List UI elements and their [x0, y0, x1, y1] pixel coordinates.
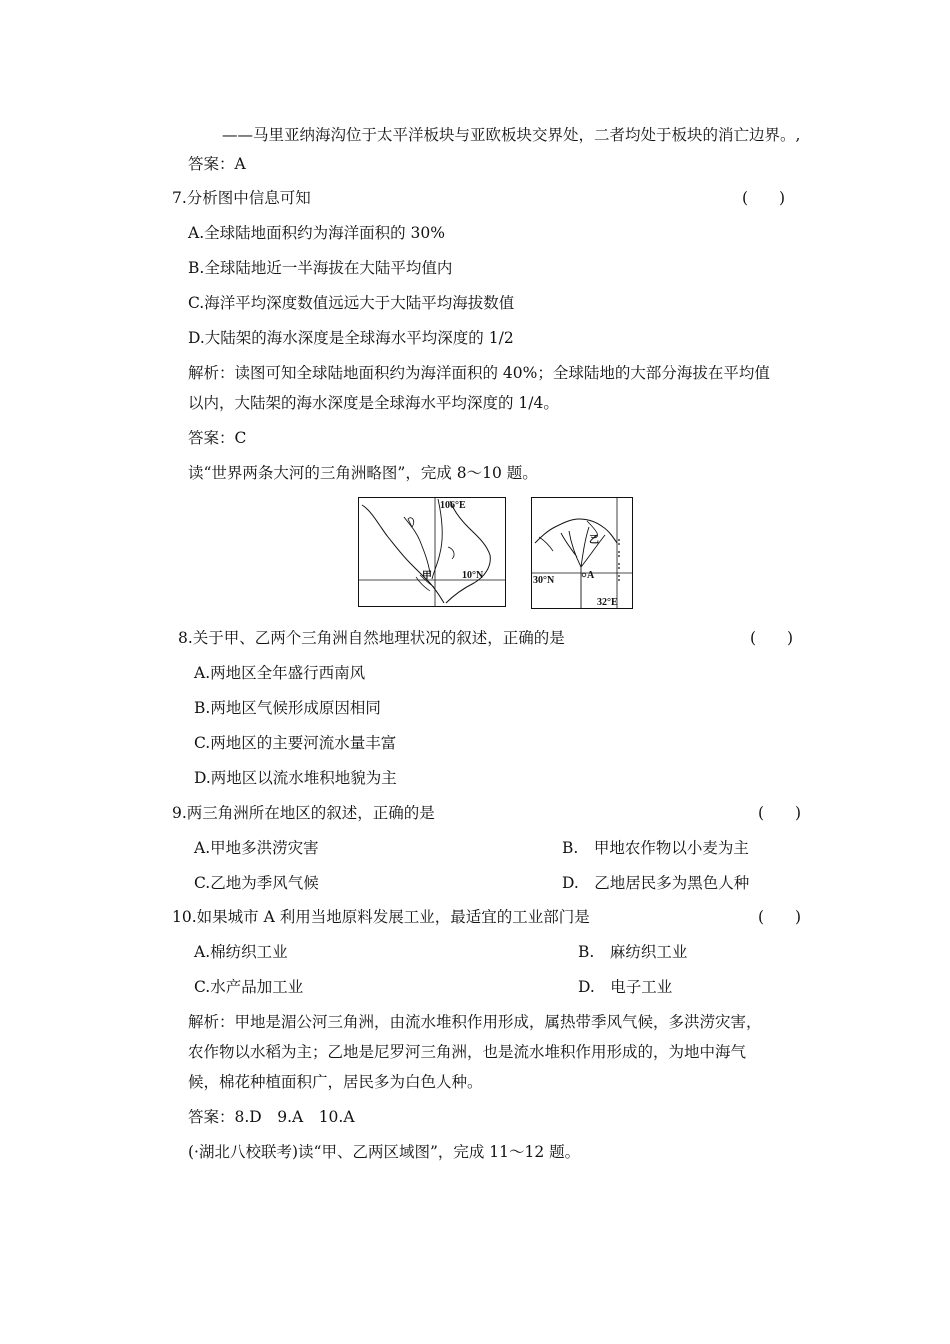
- q7-answer: 答案：C: [188, 429, 247, 447]
- intro-answer: 答案：A: [188, 155, 246, 173]
- q7-option-b: B.全球陆地近一半海拔在大陆平均值内: [188, 259, 453, 277]
- mekong-longitude-label: 106°E: [440, 500, 466, 511]
- q10-option-a: A.棉纺织工业: [194, 943, 288, 961]
- city-a-label: A: [587, 570, 595, 581]
- q7-answer-blank: ( ): [742, 189, 786, 207]
- nile-latitude-label: 30°N: [533, 575, 555, 586]
- q9-option-d: D. 乙地居民多为黑色人种: [562, 874, 750, 892]
- q10-analysis-line3: 候，棉花种植面积广，居民多为白色人种。: [188, 1073, 483, 1091]
- q8-answer-blank: ( ): [750, 629, 794, 647]
- q8-option-d: D.两地区以流水堆积地貌为主: [194, 769, 397, 787]
- nile-delta-map: [531, 497, 633, 609]
- q9-option-a: A.甲地多洪涝灾害: [194, 839, 319, 857]
- q10-option-b: B. 麻纺织工业: [578, 943, 688, 961]
- q8-option-b: B.两地区气候形成原因相同: [194, 699, 381, 717]
- intro-explanation: ——马里亚纳海沟位于太平洋板块与亚欧板块交界处，二者均处于板块的消亡边界。,: [222, 126, 801, 144]
- q10-answer-blank: ( ): [758, 908, 802, 926]
- q7-option-a: A.全球陆地面积约为海洋面积的 30%: [188, 224, 445, 242]
- q8-10-answers: 答案：8.D 9.A 10.A: [188, 1108, 355, 1126]
- q8-option-c: C.两地区的主要河流水量丰富: [194, 734, 397, 752]
- q10-option-d: D. 电子工业: [578, 978, 673, 996]
- q8-stem: 8.关于甲、乙两个三角洲自然地理状况的叙述，正确的是: [178, 629, 565, 647]
- read-instruction-2: (·湖北八校联考)读“甲、乙两区域图”，完成 11～12 题。: [188, 1143, 581, 1161]
- q9-option-c: C.乙地为季风气候: [194, 874, 319, 892]
- q10-option-c: C.水产品加工业: [194, 978, 304, 996]
- q10-analysis-line2: 农作物以水稻为主；乙地是尼罗河三角洲，也是流水堆积作用形成的，为地中海气: [188, 1043, 747, 1061]
- q10-stem: 10.如果城市 A 利用当地原料发展工业，最适宜的工业部门是: [172, 908, 590, 926]
- nile-longitude-label: 32°E: [597, 597, 618, 608]
- q7-analysis-line2: 以内，大陆架的海水深度是全球海水平均深度的 1/4。: [188, 394, 559, 412]
- read-instruction-1: 读“世界两条大河的三角洲略图”，完成 8～10 题。: [188, 464, 538, 482]
- place-jia-label: 甲: [422, 571, 432, 582]
- q9-stem: 9.两三角洲所在地区的叙述，正确的是: [172, 804, 435, 822]
- q7-stem: 7.分析图中信息可知: [172, 189, 311, 207]
- city-a-marker: [582, 573, 586, 577]
- q9-option-b: B. 甲地农作物以小麦为主: [562, 839, 749, 857]
- q7-option-c: C.海洋平均深度数值远远大于大陆平均海拔数值: [188, 294, 515, 312]
- q9-answer-blank: ( ): [758, 804, 802, 822]
- q7-option-d: D.大陆架的海水深度是全球海水平均深度的 1/2: [188, 329, 514, 347]
- q8-option-a: A.两地区全年盛行西南风: [194, 664, 366, 682]
- mekong-latitude-label: 10°N: [462, 570, 484, 581]
- q10-analysis-line1: 解析：甲地是湄公河三角洲，由流水堆积作用形成，属热带季风气候，多洪涝灾害，: [188, 1013, 762, 1031]
- place-yi-label: 乙: [589, 535, 599, 546]
- mekong-delta-map: [358, 497, 506, 607]
- q7-analysis-line1: 解析：读图可知全球陆地面积约为海洋面积的 40%；全球陆地的大部分海拔在平均值: [188, 364, 770, 382]
